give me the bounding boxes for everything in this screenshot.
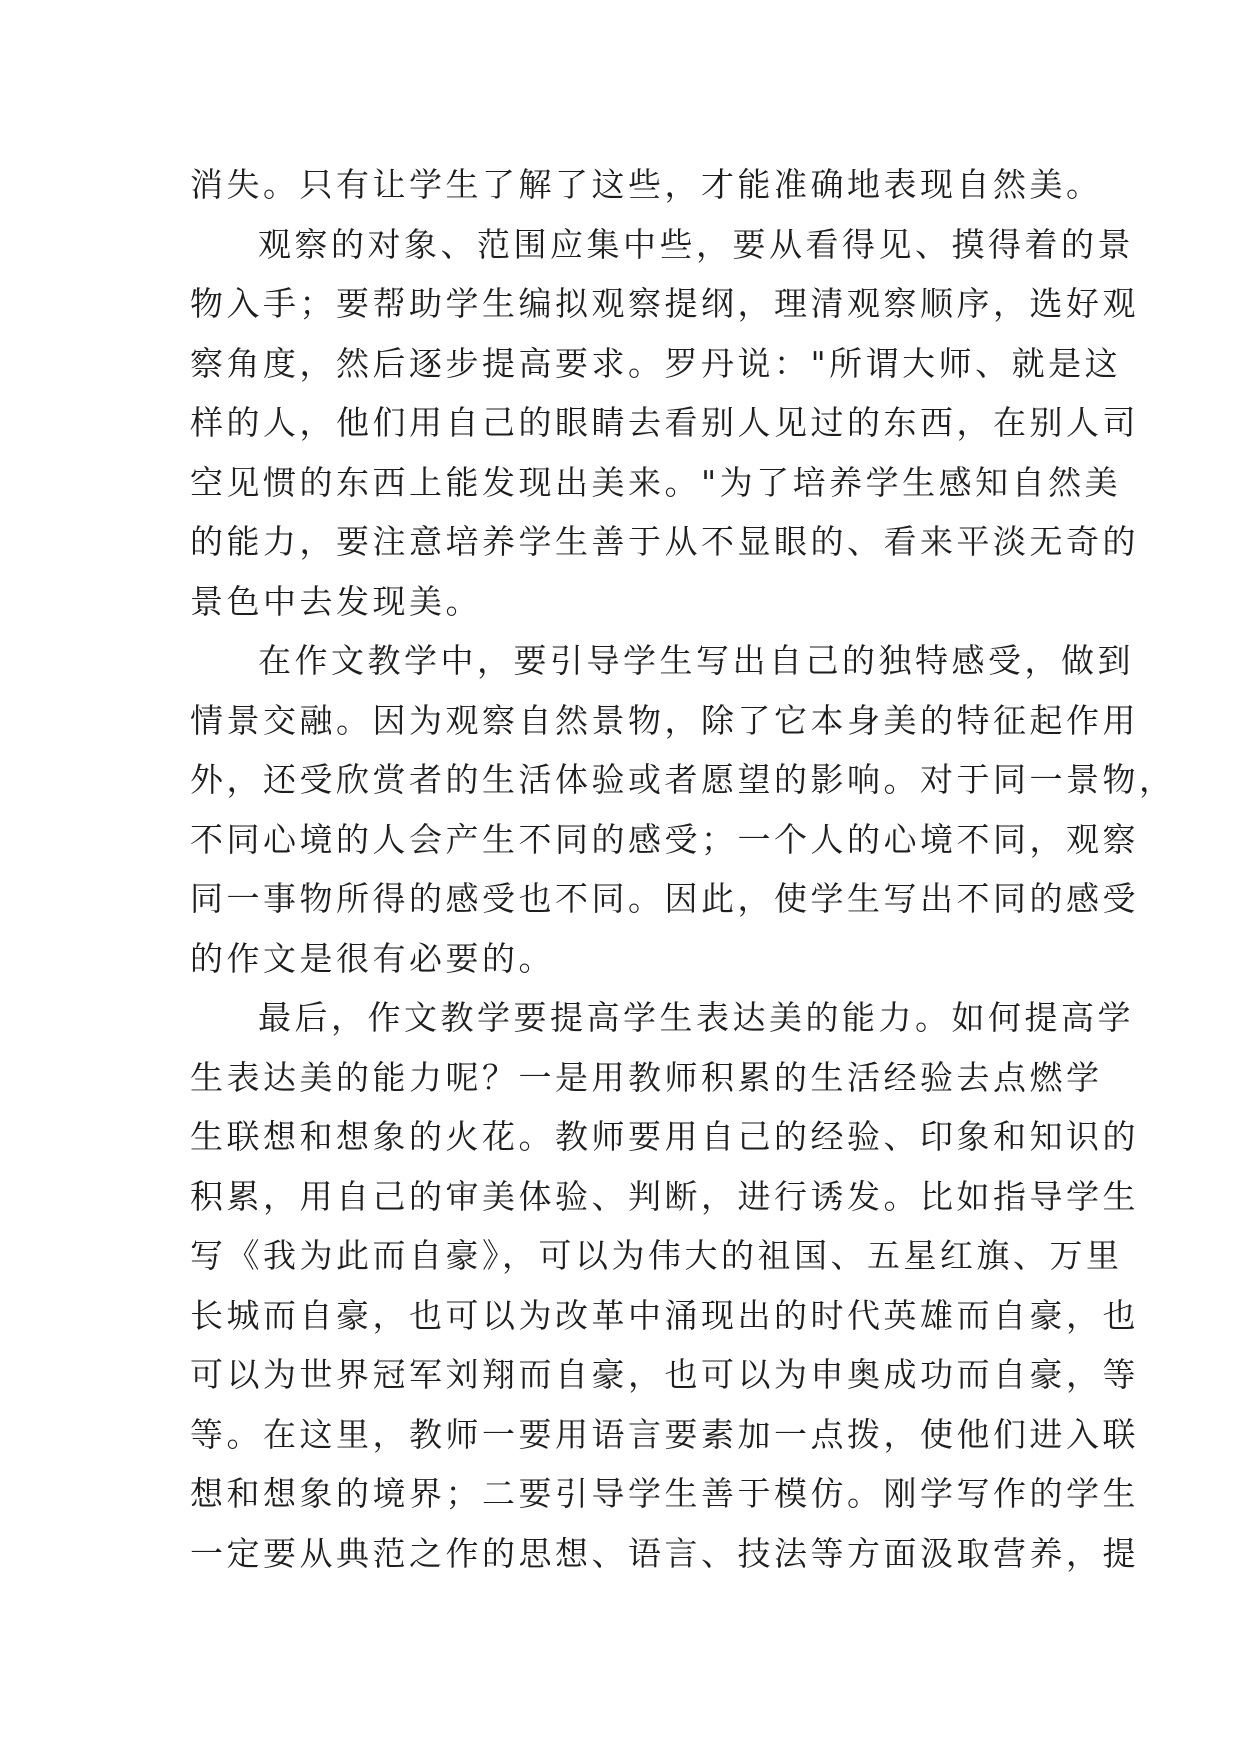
text-line: 的作文是很有必要的。 (190, 938, 555, 978)
paragraph-first-line: 在作文教学中，要引导学生写出自己的独特感受，做到 (258, 641, 1134, 680)
text-line: 外，还受欣赏者的生活体验或者愿望的影响。对于同一景物， (190, 760, 1176, 799)
text-line: 情景交融。因为观察自然景物，除了它本身美的特征起作用 (190, 700, 1139, 740)
text-line: 可以为世界冠军刘翔而自豪，也可以为申奥成功而自豪，等 (190, 1355, 1139, 1394)
text-line: 想和想象的境界；二要引导学生善于模仿。刚学写作的学生 (190, 1474, 1139, 1513)
text-line: 写《我为此而自豪》，可以为伟大的祖国、五星红旗、万里 (190, 1236, 1123, 1275)
text-line: 的能力，要注意培养学生善于从不显眼的、看来平淡无奇的 (190, 522, 1139, 561)
text-line: 长城而自豪，也可以为改革中涌现出的时代英雄而自豪，也 (190, 1295, 1139, 1335)
text-line: 消失。只有让学生了解了这些，才能准确地表现自然美。 (190, 165, 1103, 204)
text-line: 等。在这里，教师一要用语言要素加一点拨，使他们进入联 (190, 1414, 1139, 1454)
text-line: 积累，用自己的审美体验、判断，进行诱发。比如指导学生 (190, 1176, 1139, 1216)
text-line: 同一事物所得的感受也不同。因此，使学生写出不同的感受 (190, 879, 1139, 918)
text-line: 空见惯的东西上能发现出美来。"为了培养学生感知自然美 (190, 462, 1122, 502)
text-line: 生联想和想象的火花。教师要用自己的经验、印象和知识的 (190, 1117, 1139, 1156)
text-line: 一定要从典范之作的思想、语言、技法等方面汲取营养，提 (190, 1533, 1139, 1573)
text-line: 物入手；要帮助学生编拟观察提纲，理清观察顺序，选好观 (190, 284, 1139, 323)
text-line: 景色中去发现美。 (190, 581, 482, 621)
text-line: 生表达美的能力呢？一是用教师积累的生活经验去点燃学 (190, 1057, 1103, 1097)
text-line: 察角度，然后逐步提高要求。罗丹说："所谓大师、就是这 (190, 343, 1122, 383)
text-line: 不同心境的人会产生不同的感受；一个人的心境不同，观察 (190, 819, 1139, 859)
text-line: 样的人，他们用自己的眼睛去看别人见过的东西，在别人司 (190, 403, 1139, 442)
body-text (190, 155, 1176, 1583)
paragraph-first-line: 最后，作文教学要提高学生表达美的能力。如何提高学 (258, 998, 1134, 1037)
paragraph-first-line: 观察的对象、范围应集中些，要从看得见、摸得着的景 (258, 224, 1134, 264)
